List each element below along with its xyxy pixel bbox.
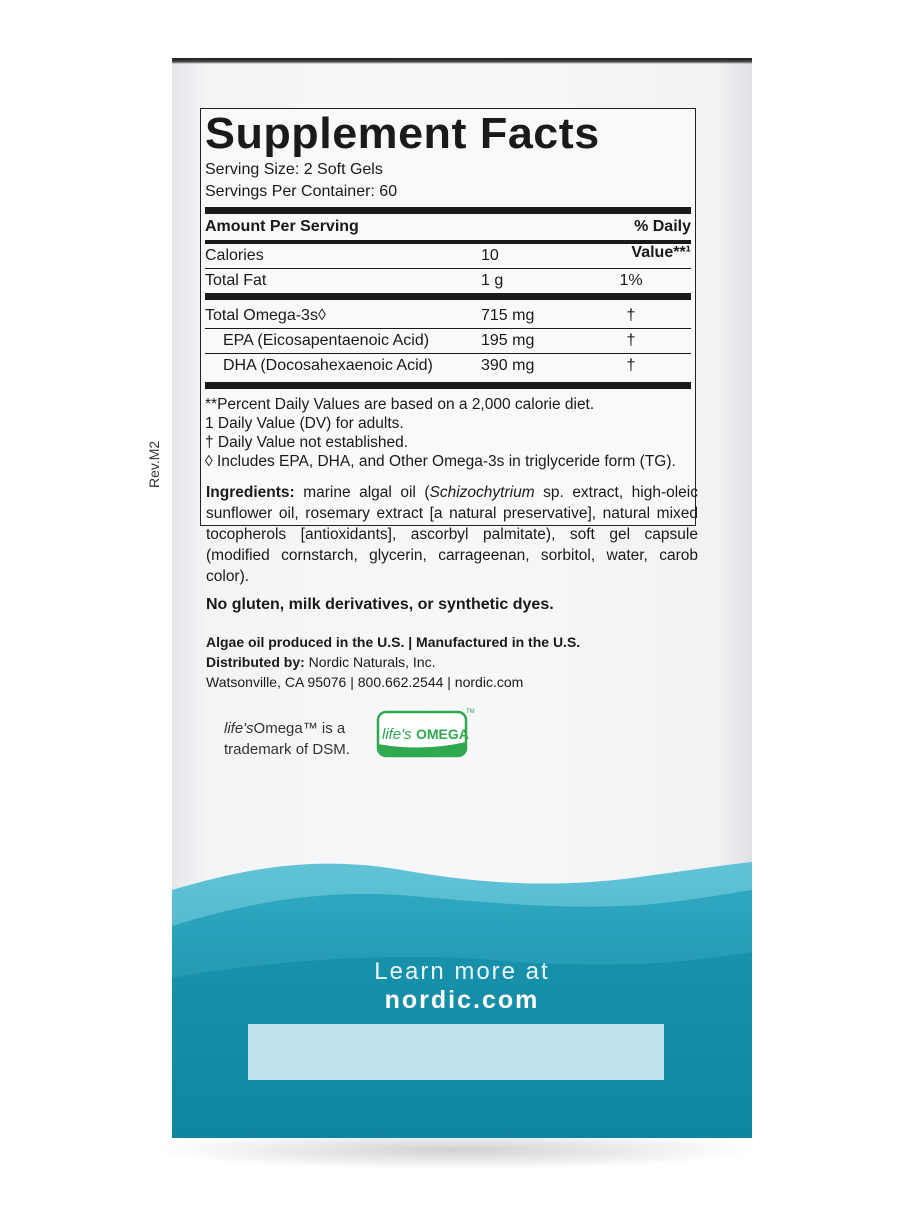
distributor-address: Watsonville, CA 95076 | 800.662.2544 | nordic.com <box>206 674 524 690</box>
nutrient-name: DHA (Docosahexaenoic Acid) <box>223 357 433 374</box>
servings-per-container: Servings Per Container: 60 <box>205 183 398 200</box>
manufacturer-info <box>206 632 580 692</box>
serving-size: Serving Size: 2 Soft Gels <box>205 161 383 178</box>
nutrient-amount: 10 <box>481 247 499 264</box>
svg-text:life's: life's <box>382 726 412 743</box>
barcode-area <box>248 1024 664 1080</box>
nutrient-name: EPA (Eicosapentaenoic Acid) <box>223 332 430 349</box>
facts-title: Supplement Facts <box>205 109 600 158</box>
svg-text:TM: TM <box>466 709 475 715</box>
origin-statement: Algae oil produced in the U.S. | Manufactured in the U.S. <box>206 634 581 650</box>
nutrient-name: Total Omega-3s◊ <box>205 307 326 324</box>
nutrient-amount: 390 mg <box>481 357 535 374</box>
rule <box>205 207 691 214</box>
footnote: † Daily Value not established. <box>205 434 409 451</box>
svg-text:OMEGA: OMEGA <box>416 726 469 742</box>
supplement-facts-panel <box>200 108 696 526</box>
distributor-label: Distributed by: <box>206 654 305 670</box>
ingredients-text: Ingredients: marine algal oil (Schizochytrium sp. extract, high-oleic sunflower oil, rosemary extract [a natural preservative], natural mixed tocopherols [antioxidants], ascorbyl palmitate), soft gel capsule (modified cornstarch, glycerin, carrageenan, sorbitol, water, carob color). <box>206 484 698 585</box>
facts-row-dha <box>205 354 691 378</box>
header-daily-value: % Daily Value**¹ <box>631 218 691 261</box>
free-from-statement: No gluten, milk derivatives, or synthetic dyes. <box>206 596 554 613</box>
facts-footnotes <box>205 395 691 471</box>
nutrient-amount: 195 mg <box>481 332 535 349</box>
facts-row-epa <box>205 329 691 353</box>
nutrient-dv: † <box>626 357 636 374</box>
distributor-name: Nordic Naturals, Inc. <box>304 654 436 670</box>
website-url: nordic.com <box>384 986 540 1014</box>
learn-more-text: Learn more at <box>374 958 550 985</box>
footnote: ◊ Includes EPA, DHA, and Other Omega-3s in triglyceride form (TG). <box>205 453 676 470</box>
nutrient-name: Total Fat <box>205 272 267 289</box>
lifes-omega-logo <box>377 706 477 764</box>
footnote: 1 Daily Value (DV) for adults. <box>205 415 404 432</box>
header-amount: Amount Per Serving <box>205 218 359 235</box>
nutrient-dv <box>571 244 691 268</box>
trademark-statement: life'sOmega™ is a trademark of DSM. <box>224 720 350 758</box>
package-top-edge <box>172 58 752 64</box>
facts-row-total-fat <box>205 269 691 293</box>
nutrient-dv: † <box>626 307 636 324</box>
footnote: **Percent Daily Values are based on a 2,000 calorie diet. <box>205 396 595 413</box>
nutrient-dv: 1% <box>619 272 643 289</box>
species-name: Schizochytrium <box>429 484 535 501</box>
revision-code: Rev.M2 <box>146 440 162 488</box>
nutrient-amount: 715 mg <box>481 307 535 324</box>
nutrient-name: Calories <box>205 247 264 264</box>
facts-row-calories <box>205 244 691 268</box>
facts-row-omega3 <box>205 304 691 328</box>
nutrient-dv: † <box>626 332 636 349</box>
nutrient-amount: 1 g <box>481 272 504 289</box>
package-back-panel <box>146 58 752 1138</box>
ingredients-label: Ingredients: <box>206 484 295 501</box>
